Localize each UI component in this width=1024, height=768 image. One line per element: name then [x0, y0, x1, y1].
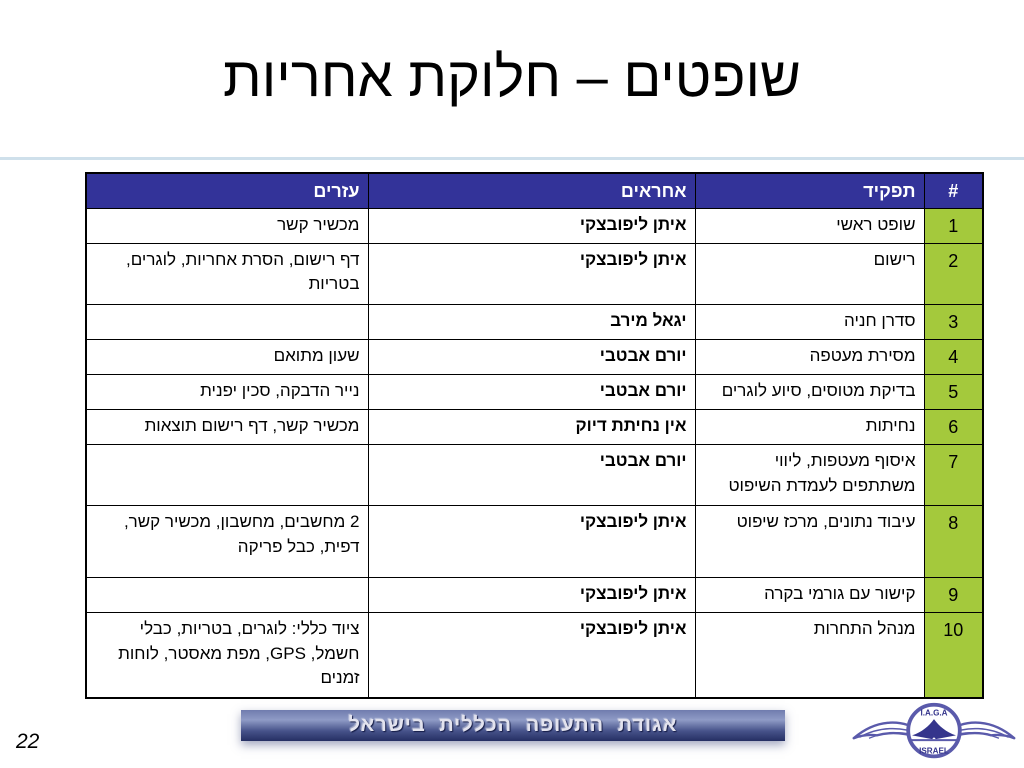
cell-role: איסוף מעטפות, ליווי משתתפים לעמדת השיפוט	[695, 444, 924, 505]
cell-aids: נייר הדבקה, סכין יפנית	[86, 374, 368, 409]
cell-num: 5	[924, 374, 983, 409]
responsibilities-table	[85, 172, 984, 699]
cell-num: 3	[924, 304, 983, 339]
table-row	[86, 409, 983, 444]
cell-responsible: איתן ליפובצקי	[368, 208, 695, 243]
cell-num: 2	[924, 243, 983, 304]
cell-num: 4	[924, 339, 983, 374]
cell-num: 9	[924, 577, 983, 612]
cell-responsible: איתן ליפובצקי	[368, 243, 695, 304]
cell-aids	[86, 444, 368, 505]
cell-responsible: יורם אבטבי	[368, 374, 695, 409]
table-row	[86, 613, 983, 698]
cell-role: עיבוד נתונים, מרכז שיפוט	[695, 505, 924, 577]
header-num: #	[924, 173, 983, 208]
cell-role: נחיתות	[695, 409, 924, 444]
cell-role: קישור עם גורמי בקרה	[695, 577, 924, 612]
cell-role: מסירת מעטפה	[695, 339, 924, 374]
table-row	[86, 577, 983, 612]
header-role: תפקיד	[695, 173, 924, 208]
cell-responsible: איתן ליפובצקי	[368, 505, 695, 577]
cell-aids: דף רישום, הסרת אחריות, לוגרים, בטריות	[86, 243, 368, 304]
header-aids: עזרים	[86, 173, 368, 208]
cell-num: 8	[924, 505, 983, 577]
table-row	[86, 374, 983, 409]
table-row	[86, 339, 983, 374]
association-banner-text: אגודת התעופה הכללית בישראל	[348, 714, 678, 736]
page-title: שופטים – חלוקת אחריות	[223, 45, 801, 108]
association-banner	[241, 710, 785, 741]
cell-aids: שעון מתואם	[86, 339, 368, 374]
cell-role: מנהל התחרות	[695, 613, 924, 698]
table-row	[86, 505, 983, 577]
header-responsible: אחראים	[368, 173, 695, 208]
cell-responsible: יורם אבטבי	[368, 339, 695, 374]
cell-responsible: יורם אבטבי	[368, 444, 695, 505]
cell-responsible: איתן ליפובצקי	[368, 577, 695, 612]
table-row	[86, 444, 983, 505]
logo-bottom-label: ISRAEL	[919, 746, 949, 756]
title-divider	[0, 157, 1024, 160]
cell-role: בדיקת מטוסים, סיוע לוגרים	[695, 374, 924, 409]
cell-num: 10	[924, 613, 983, 698]
table-row	[86, 304, 983, 339]
cell-aids: מכשיר קשר, דף רישום תוצאות	[86, 409, 368, 444]
cell-num: 6	[924, 409, 983, 444]
iaga-logo-icon	[848, 696, 1020, 768]
table-row	[86, 243, 983, 304]
cell-num: 1	[924, 208, 983, 243]
cell-aids: 2 מחשבים, מחשבון, מכשיר קשר, דפית, כבל פריקה	[86, 505, 368, 577]
cell-responsible: איתן ליפובצקי	[368, 613, 695, 698]
slide-number: 22	[16, 730, 40, 753]
cell-aids	[86, 304, 368, 339]
cell-aids: מכשיר קשר	[86, 208, 368, 243]
cell-responsible: יגאל מירב	[368, 304, 695, 339]
table-header-row	[86, 173, 983, 208]
cell-responsible: אין נחיתת דיוק	[368, 409, 695, 444]
cell-role: סדרן חניה	[695, 304, 924, 339]
cell-role: רישום	[695, 243, 924, 304]
cell-num: 7	[924, 444, 983, 505]
logo-top-label: I.A.G.A	[920, 708, 948, 718]
table-row	[86, 208, 983, 243]
cell-aids: ציוד כללי: לוגרים, בטריות, כבלי חשמל, GPS, מפת מאסטר, לוחות זמנים	[86, 613, 368, 698]
cell-role: שופט ראשי	[695, 208, 924, 243]
cell-aids	[86, 577, 368, 612]
